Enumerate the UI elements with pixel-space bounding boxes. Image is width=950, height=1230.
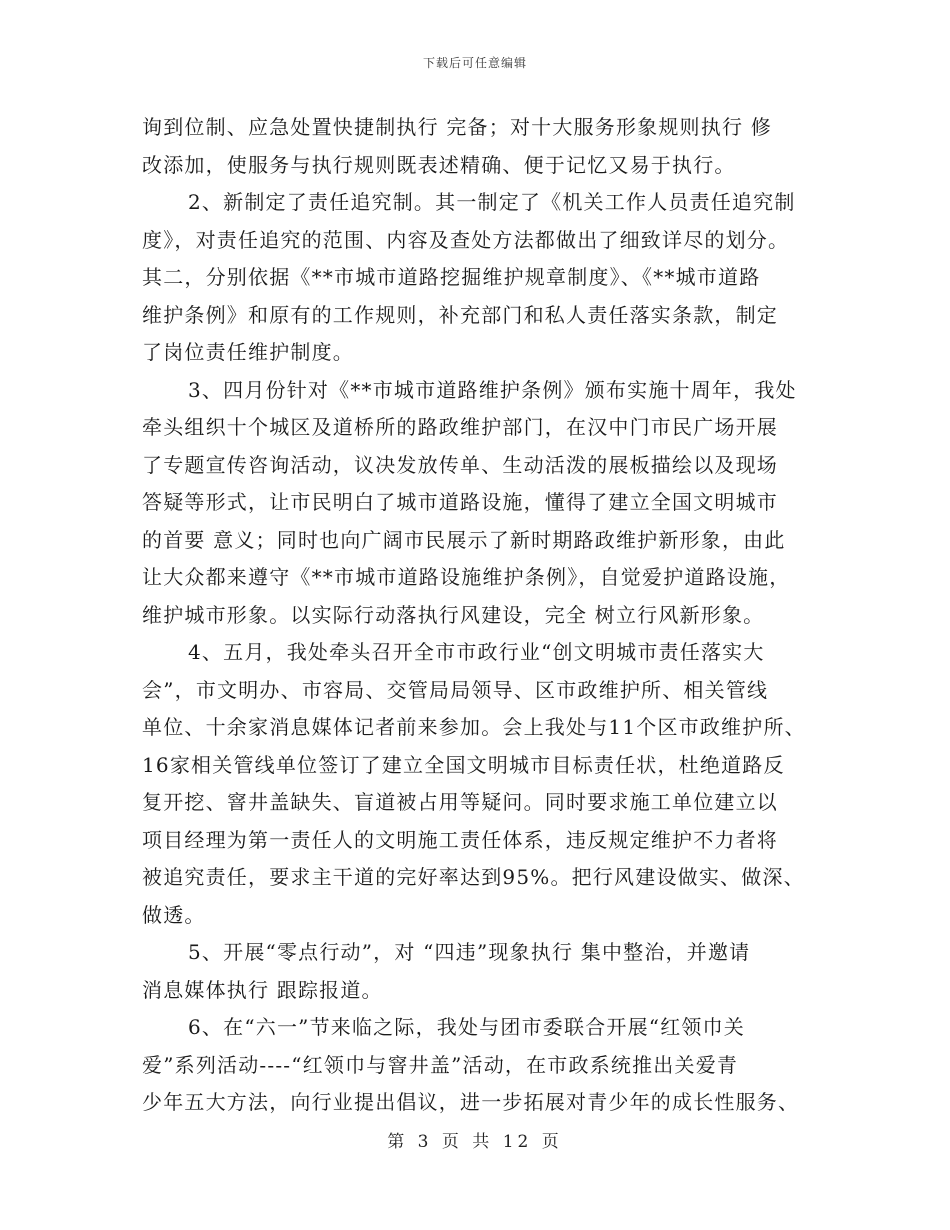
text-line: 项目经理为第一责任人的文明施工责任体系，违反规定维护不力者将	[142, 827, 778, 852]
text-line: 复开挖、窨井盖缺失、盲道被占用等疑问。同时要求施工单位建立以	[142, 790, 778, 814]
text-line: 维护城市形象。以实际行动落执行风建设，完全 树立行风新形象。	[142, 602, 765, 627]
text-line: 做透。	[142, 902, 206, 927]
text-line: 答疑等形式，让市民明白了城市道路设施，懂得了建立全国文明城市	[142, 490, 778, 514]
text-line: 询到位制、应急处置快捷制执行 完备；对十大服务形象规则执行 修	[142, 115, 772, 139]
text-line: 牵头组织十个城区及道桥所的路政维护部门，在汉中门市民广场开展	[142, 415, 778, 439]
text-line: 单位、十余家消息媒体记者前来参加。会上我处与11个区市政维护所、	[142, 715, 806, 739]
text-line: 了岗位责任维护制度。	[142, 340, 354, 364]
text-line: 度》，对责任追究的范围、内容及查处方法都做出了细致详尽的划分。	[142, 227, 790, 252]
document-body	[142, 109, 810, 1122]
paragraph-first-line: 3、四月份针对《**市城市道路维护条例》颁布实施十周年，我处	[188, 377, 797, 402]
paragraph-first-line: 2、新制定了责任追究制。其一制定了《机关工作人员责任追究制	[188, 190, 796, 214]
text-line: 了专题宣传咨询活动，议决发放传单、生动活泼的展板描绘以及现场	[142, 452, 778, 477]
text-line: 其二，分别依据《**市城市道路挖掘维护规章制度》、《**城市道路	[142, 265, 761, 289]
text-line: 消息媒体执行 跟踪报道。	[142, 977, 383, 1002]
page-number-footer: 第 3 页 共 12 页	[387, 1132, 563, 1152]
text-line: 爱”系列活动----“红领巾与窨井盖”活动，在市政系统推出关爱青	[142, 1052, 739, 1077]
paragraph-first-line: 4、五月，我处牵头召开全市市政行业“创文明城市责任落实大	[188, 640, 765, 664]
text-line: 被追究责任，要求主干道的完好率达到95%。把行风建设做实、做深、	[142, 865, 805, 889]
text-line: 会”，市文明办、市容局、交管局局领导、区市政维护所、相关管线	[142, 677, 769, 702]
text-line: 少年五大方法，向行业提出倡议，进一步拓展对青少年的成长性服务、	[142, 1090, 800, 1114]
text-line: 的首要 意义；同时也向广阔市民展示了新时期路政维护新形象，由此	[142, 527, 786, 552]
text-line: 让大众都来遵守《**市城市道路设施维护条例》，自觉爱护道路设施，	[142, 565, 791, 589]
text-line: 改添加，使服务与执行规则既表述精确、便于记忆又易于执行。	[142, 152, 736, 177]
paragraph-first-line: 6、在“六一”节来临之际，我处与团市委联合开展“红领巾关	[188, 1015, 745, 1039]
text-line: 维护条例》和原有的工作规则，补充部门和私人责任落实条款，制定	[142, 302, 778, 327]
page-header: 下载后可任意编辑	[422, 56, 527, 70]
text-line: 16家相关管线单位签订了建立全国文明城市目标责任状，杜绝道路反	[142, 752, 785, 777]
paragraph-first-line: 5、开展“零点行动”，对 “四违”现象执行 集中整治，并邀请	[188, 940, 751, 964]
